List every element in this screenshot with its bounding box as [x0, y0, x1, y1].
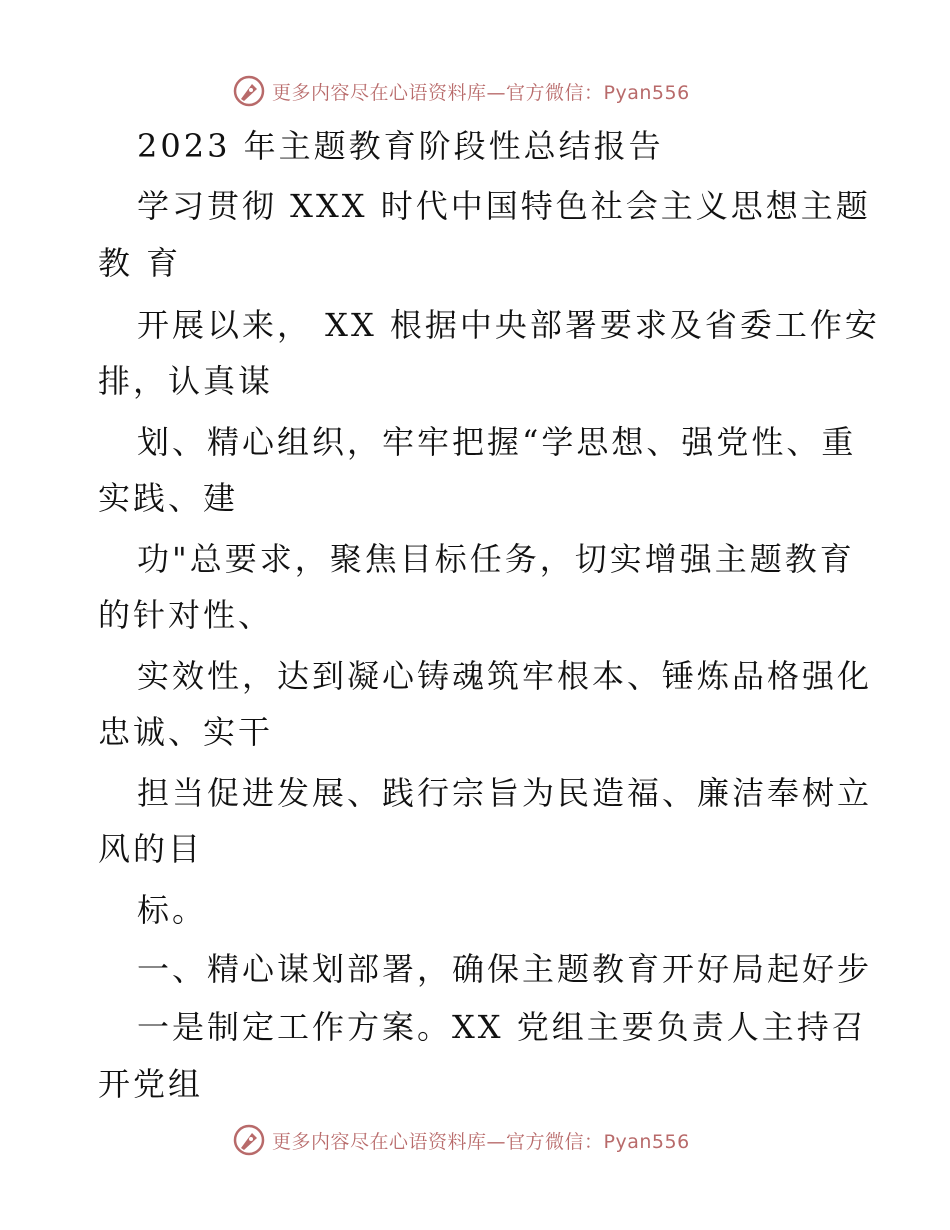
paragraph-line: 标。 — [137, 891, 208, 929]
paragraph-line: 担当促进发展、践行宗旨为民造福、廉洁奉树立 — [137, 774, 873, 812]
paragraph-line: 开展以来， XX 根据中央部署要求及省委工作安 — [137, 306, 880, 344]
section-heading: 一、精心谋划部署，确保主题教育开好局起好步 — [137, 950, 873, 988]
paragraph-line: 一是制定工作方案。XX 党组主要负责人主持召 — [137, 1008, 867, 1046]
paragraph-line: 排，认真谋 — [98, 362, 274, 400]
paragraph-line: 风的目 — [98, 830, 204, 868]
paragraph-line: 功"总要求，聚焦目标任务，切实增强主题教育 — [137, 540, 855, 578]
paragraph-line: 实践、建 — [98, 479, 239, 517]
document-title: 2023 年主题教育阶段性总结报告 — [137, 127, 664, 165]
pen-nib-seal-icon — [232, 1123, 266, 1157]
paragraph-line: 忠诚、实干 — [98, 713, 274, 751]
paragraph-line: 划、精心组织，牢牢把握“学思想、强党性、重 — [137, 423, 857, 461]
paragraph-line: 开党组 — [98, 1065, 204, 1103]
pen-nib-seal-icon — [232, 74, 266, 108]
footer-watermark — [232, 1120, 690, 1160]
header-watermark — [232, 71, 690, 111]
paragraph-line: 学习贯彻 XXX 时代中国特色社会主义思想主题 — [137, 187, 871, 225]
paragraph-line: 教 育 — [98, 244, 182, 282]
paragraph-line: 实效性，达到凝心铸魂筑牢根本、锤炼品格强化 — [137, 657, 873, 695]
watermark-text: 更多内容尽在心语资料库—官方微信：Pyan556 — [272, 1130, 690, 1153]
watermark-text: 更多内容尽在心语资料库—官方微信：Pyan556 — [272, 81, 690, 104]
paragraph-line: 的针对性、 — [98, 596, 274, 634]
